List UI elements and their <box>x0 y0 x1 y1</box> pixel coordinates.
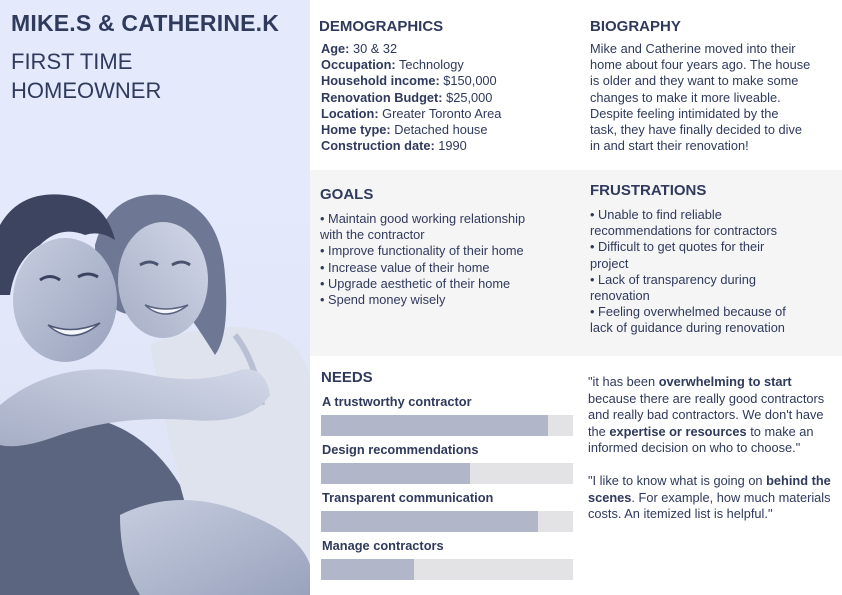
biography-section <box>590 18 835 154</box>
demographic-label: Household income: <box>321 73 440 89</box>
quote-text: to make an informed decision on who to choose." <box>588 423 814 456</box>
demographic-label: Home type: <box>321 122 391 138</box>
demographic-value: 1990 <box>434 138 467 154</box>
quote-emphasis: behind the scenes <box>588 472 831 505</box>
quote-text: because there are really good contractors and really bad contractors. We don't have the <box>588 390 825 439</box>
demographic-value: $25,000 <box>442 89 493 105</box>
demographic-value: 30 & 32 <box>349 41 398 56</box>
need-item <box>321 490 576 532</box>
persona-role-line2: HOMEOWNER <box>11 78 162 103</box>
goal-line: with the contractor <box>320 227 425 243</box>
quote-emphasis: expertise or resources <box>609 423 747 439</box>
biography-line: in and start their renovation! <box>590 138 749 154</box>
biography-line: changes to make it more liveable. <box>590 89 781 105</box>
quotes-section <box>588 374 836 523</box>
need-bar-track <box>321 511 573 532</box>
goal-line: • Maintain good working relationship <box>320 211 526 226</box>
demographic-label: Location: <box>321 105 379 121</box>
need-item <box>321 442 576 484</box>
need-item <box>321 394 576 436</box>
persona-name: MIKE.S & CATHERINE.K <box>11 10 280 36</box>
goal-line: • Increase value of their home <box>320 259 490 275</box>
demographic-home-type <box>319 122 579 138</box>
couple-photo <box>0 185 310 595</box>
demographics-section <box>319 18 579 154</box>
demographic-location <box>319 106 579 122</box>
demographic-occupation <box>319 57 579 73</box>
quote-text: "it has been <box>588 374 659 389</box>
persona-role <box>11 47 161 105</box>
frustrations-section <box>590 182 838 337</box>
biography-line: Despite feeling intimidated by the <box>590 105 779 121</box>
quote-text: . For example, how much materials costs. An itemized list is helpful." <box>588 489 831 522</box>
quote-overwhelming <box>588 374 836 457</box>
biography-line: is older and they want to make some <box>590 73 799 89</box>
biography-line: task, they have finally decided to dive <box>590 122 802 138</box>
frustration-line: • Difficult to get quotes for their <box>590 239 765 255</box>
frustration-line: • Lack of transparency during <box>590 271 756 287</box>
biography-title: BIOGRAPHY <box>590 18 681 35</box>
need-bar-fill <box>321 415 548 436</box>
quote-text: "I like to know what is going on <box>588 472 767 488</box>
frustration-line: lack of guidance during renovation <box>590 320 785 336</box>
demographics-title: DEMOGRAPHICS <box>319 18 444 35</box>
need-bar-track <box>321 415 573 436</box>
quote-emphasis: overwhelming to start <box>658 374 792 389</box>
demographic-income <box>319 73 579 89</box>
biography-line: home about four years ago. The house <box>590 57 811 73</box>
biography-line: Mike and Catherine moved into their <box>590 41 796 56</box>
demographic-label: Construction date: <box>321 138 435 154</box>
demographic-label: Renovation Budget: <box>321 89 443 105</box>
frustration-line: renovation <box>590 288 650 304</box>
need-label: Transparent communication <box>322 490 494 505</box>
needs-section <box>321 369 576 586</box>
frustration-line: recommendations for contractors <box>590 223 778 239</box>
need-label: Design recommendations <box>322 442 479 457</box>
demographic-value: $150,000 <box>439 73 497 89</box>
quote-behind-the-scenes <box>588 473 836 523</box>
needs-title: NEEDS <box>321 369 373 386</box>
demographic-value: Greater Toronto Area <box>378 105 502 121</box>
need-bar-fill <box>321 463 470 484</box>
goals-section <box>320 186 560 308</box>
need-bar-track <box>321 559 573 580</box>
need-label: A trustworthy contractor <box>322 394 472 409</box>
persona-panel <box>0 0 310 595</box>
need-bar-fill <box>321 559 414 580</box>
need-bar-fill <box>321 511 538 532</box>
demographic-budget <box>319 90 579 106</box>
demographic-value: Detached house <box>390 122 488 138</box>
goal-line: • Improve functionality of their home <box>320 243 524 259</box>
frustration-line: • Feeling overwhelmed because of <box>590 304 786 320</box>
need-bar-track <box>321 463 573 484</box>
persona-role-line1: FIRST TIME <box>11 49 133 74</box>
need-label: Manage contractors <box>322 538 444 553</box>
demographic-value: Technology <box>395 57 464 73</box>
demographic-label: Age: <box>321 41 350 56</box>
demographic-age <box>319 41 579 57</box>
goal-line: • Spend money wisely <box>320 292 446 308</box>
need-item <box>321 538 576 580</box>
frustration-line: project <box>590 255 629 271</box>
goals-title: GOALS <box>320 186 374 203</box>
demographic-label: Occupation: <box>321 57 396 73</box>
frustrations-title: FRUSTRATIONS <box>590 182 707 199</box>
goal-line: • Upgrade aesthetic of their home <box>320 275 511 291</box>
demographic-construction-date <box>319 138 579 154</box>
frustration-line: • Unable to find reliable <box>590 207 722 222</box>
